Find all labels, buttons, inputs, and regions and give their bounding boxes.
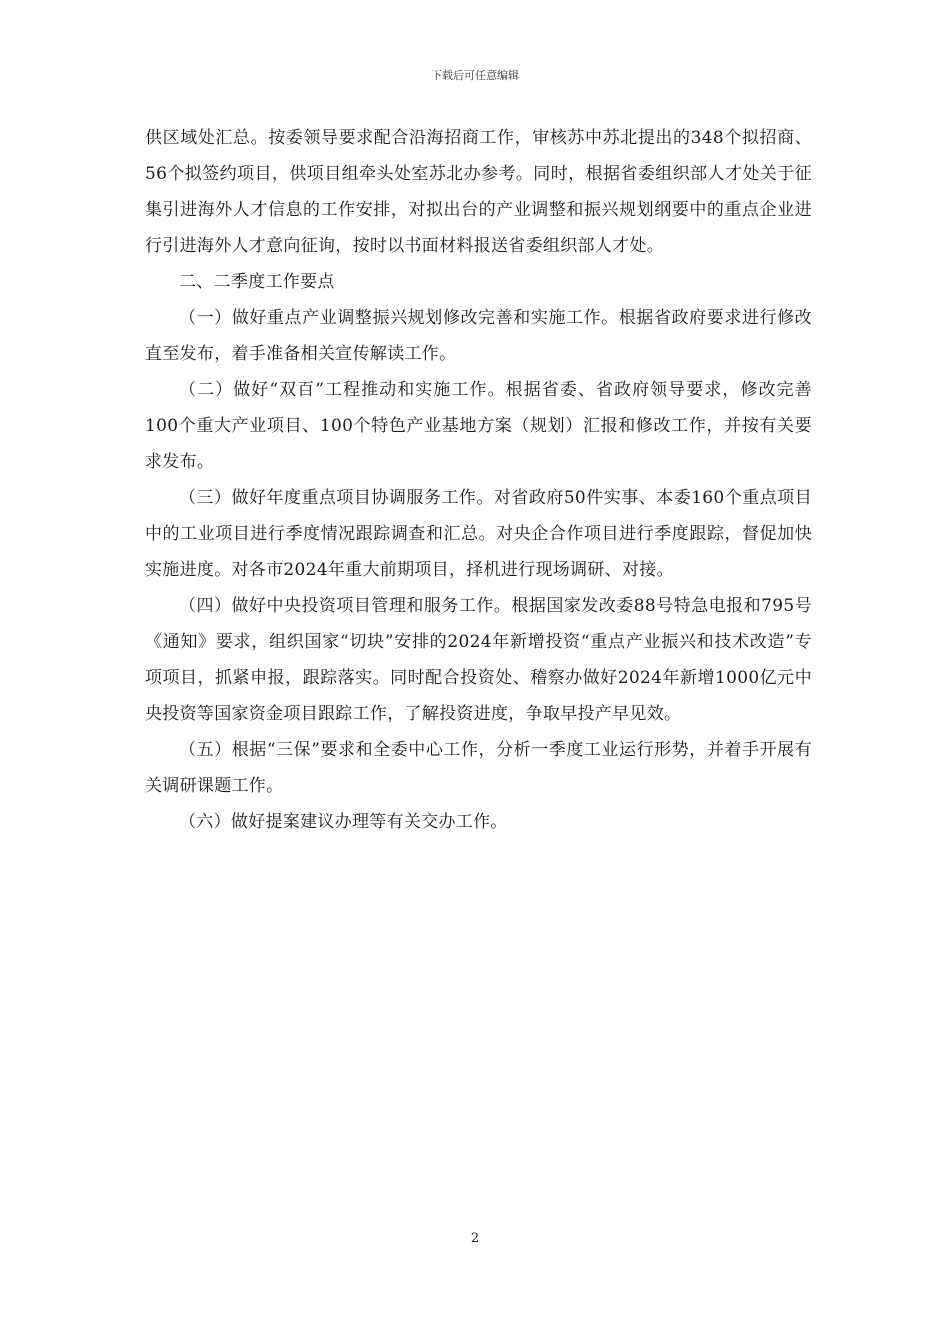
page-number: 2 [470, 1231, 480, 1246]
paragraph-item-5: （五）根据“三保”要求和全委中心工作，分析一季度工业运行形势，并着手开展有关调研课题工作。 [145, 740, 812, 796]
page-header: 下载后可任意编辑 [431, 69, 519, 82]
section-heading: 二、二季度工作要点 [179, 272, 335, 292]
paragraph-item-6: （六）做好提案建议办理等有关交办工作。 [179, 812, 508, 832]
paragraph-continuation: 供区域处汇总。按委领导要求配合沿海招商工作，审核苏中苏北提出的348个拟招商、56个拟签约项目，供项目组牵头处室苏北办参考。同时，根据省委组织部人才处关于征集引进海外人才信息的工作安排，对拟出台的产业调整和振兴规划纲要中的重点企业进行引进海外人才意向征询，按时以书面材料报送省委组织部人才处。 [145, 128, 812, 256]
paragraph-item-1: （一）做好重点产业调整振兴规划修改完善和实施工作。根据省政府要求进行修改直至发布，着手准备相关宣传解读工作。 [145, 308, 812, 364]
document-body [145, 120, 812, 840]
paragraph-item-2: （二）做好“双百”工程推动和实施工作。根据省委、省政府领导要求，修改完善100个重大产业项目、100个特色产业基地方案（规划）汇报和修改工作，并按有关要求发布。 [145, 380, 812, 472]
paragraph-item-3: （三）做好年度重点项目协调服务工作。对省政府50件实事、本委160个重点项目中的工业项目进行季度情况跟踪调查和汇总。对央企合作项目进行季度跟踪，督促加快实施进度。对各市2024年重大前期项目，择机进行现场调研、对接。 [145, 488, 812, 580]
paragraph-item-4: （四）做好中央投资项目管理和服务工作。根据国家发改委88号特急电报和795号《通知》要求，组织国家“切块”安排的2024年新增投资“重点产业振兴和技术改造”专项项目，抓紧申报，跟踪落实。同时配合投资处、稽察办做好2024年新增1000亿元中央投资等国家资金项目跟踪工作，了解投资进度，争取早投产早见效。 [145, 596, 812, 724]
